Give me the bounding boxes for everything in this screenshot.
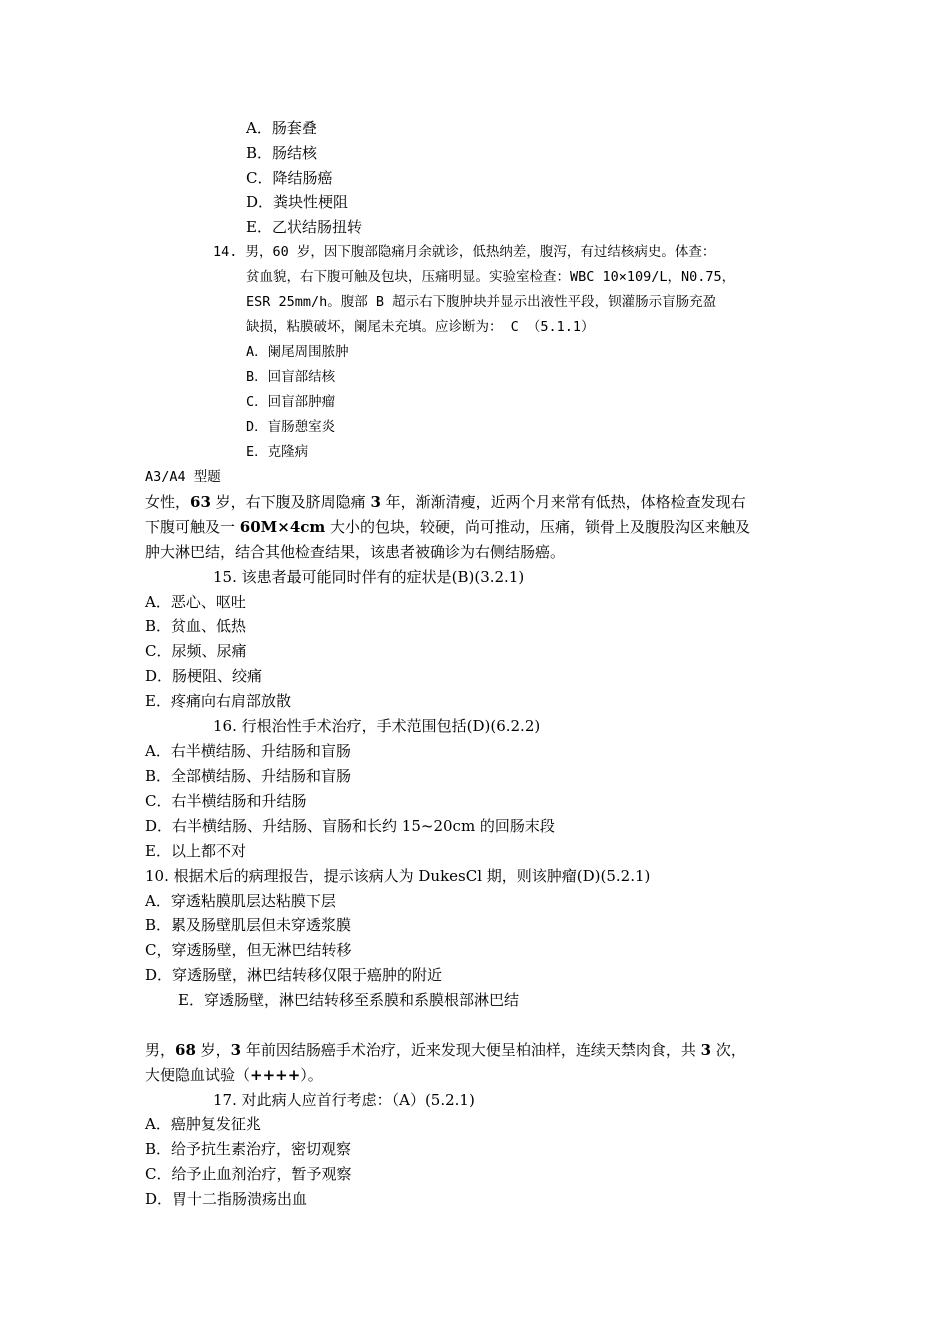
q13-option-e: E．乙状结肠扭转 [246,218,362,236]
q14-stem-line-1: 14. 男，60 岁，因下腹部隐痛月余就诊，低热纳差，腹泻，有过结核病史。体查： [213,244,716,260]
q10-option-c: C，穿透肠壁，但无淋巴结转移 [145,941,352,959]
q15-option-c: C．尿频、尿痛 [145,642,247,660]
section-heading: A3/A4 型题 [145,469,221,485]
q10-option-a: A．穿透粘膜肌层达粘膜下层 [145,892,336,910]
q14-option-c: C．回盲部肿瘤 [246,394,336,410]
q16-stem: 16. 行根治性手术治疗，手术范围包括(D)(6.2.2) [213,717,541,735]
q13-option-c: C．降结肠癌 [246,169,333,187]
q17-option-c: C．给予止血剂治疗，暂予观察 [145,1165,352,1183]
q15-stem: 15. 该患者最可能同时伴有的症状是(B)(3.2.1) [213,568,525,586]
q17-stem: 17. 对此病人应首行考虑：（A）(5.2.1) [213,1091,475,1109]
q14-stem-line-4: 缺损，粘膜破坏，阑尾未充填。应诊断为： C （5.1.1） [246,319,595,335]
q16-option-b: B．全部横结肠、升结肠和盲肠 [145,767,352,785]
q16-option-d: D．右半横结肠、升结肠、盲肠和长约 15~20cm 的回肠末段 [145,817,555,835]
case1-line-1: 女性，63 岁，右下腹及脐周隐痛 3 年，渐渐清瘦，近两个月来常有低热，体格检查发现右 [145,493,746,511]
case1-line-3: 肿大淋巴结，结合其他检查结果，该患者被确诊为右侧结肠癌。 [145,543,566,561]
q14-option-a: A．阑尾周围脓肿 [246,344,349,360]
q17-option-a: A．癌肿复发征兆 [145,1115,261,1133]
q17-option-b: B．给予抗生素治疗，密切观察 [145,1140,352,1158]
q14-option-d: D．盲肠憩室炎 [246,419,336,435]
case2-line-2: 大便隐血试验（++++）。 [145,1066,323,1084]
case1-line-2: 下腹可触及一 60M×4cm 大小的包块，较硬，尚可推动，压痛，锁骨上及腹股沟区来触及 [145,518,751,536]
q13-option-b: B．肠结核 [246,144,318,162]
q15-option-a: A．恶心、呕吐 [145,593,246,611]
q10-option-b: B．累及肠壁肌层但未穿透浆膜 [145,916,352,934]
q10-option-d: D．穿透肠壁，淋巴结转移仅限于癌肿的附近 [145,966,443,984]
q14-stem-line-2: 贫血貌，右下腹可触及包块，压痛明显。实验室检查：WBC 10×109/L，N0.75， [246,269,736,285]
q14-option-b: B．回盲部结核 [246,369,336,385]
q10-option-e: E．穿透肠壁，淋巴结转移至系膜和系膜根部淋巴结 [178,991,519,1009]
q13-option-a: A．肠套叠 [246,119,317,137]
q16-option-e: E．以上都不对 [145,842,246,860]
q14-stem-line-3: ESR 25mm/h。腹部 B 超示右下腹肿块并显示出液性平段，钡灌肠示盲肠充盈 [246,294,717,310]
q13-option-d: D．粪块性梗阻 [246,193,349,211]
q17-option-d: D．胃十二指肠溃疡出血 [145,1190,308,1208]
q10-stem: 10. 根据术后的病理报告，提示该病人为 DukesCl 期，则该肿瘤(D)(5.2.1) [145,867,651,885]
case2-line-1: 男，68 岁，3 年前因结肠癌手术治疗，近来发现大便呈柏油样，连续天禁肉食，共 3 次， [145,1041,746,1059]
q16-option-c: C．右半横结肠和升结肠 [145,792,307,810]
q14-option-e: E．克隆病 [246,444,309,460]
q15-option-e: E．疼痛向右肩部放散 [145,692,291,710]
q16-option-a: A．右半横结肠、升结肠和盲肠 [145,742,351,760]
q15-option-d: D．肠梗阻、绞痛 [145,667,263,685]
q15-option-b: B．贫血、低热 [145,617,247,635]
